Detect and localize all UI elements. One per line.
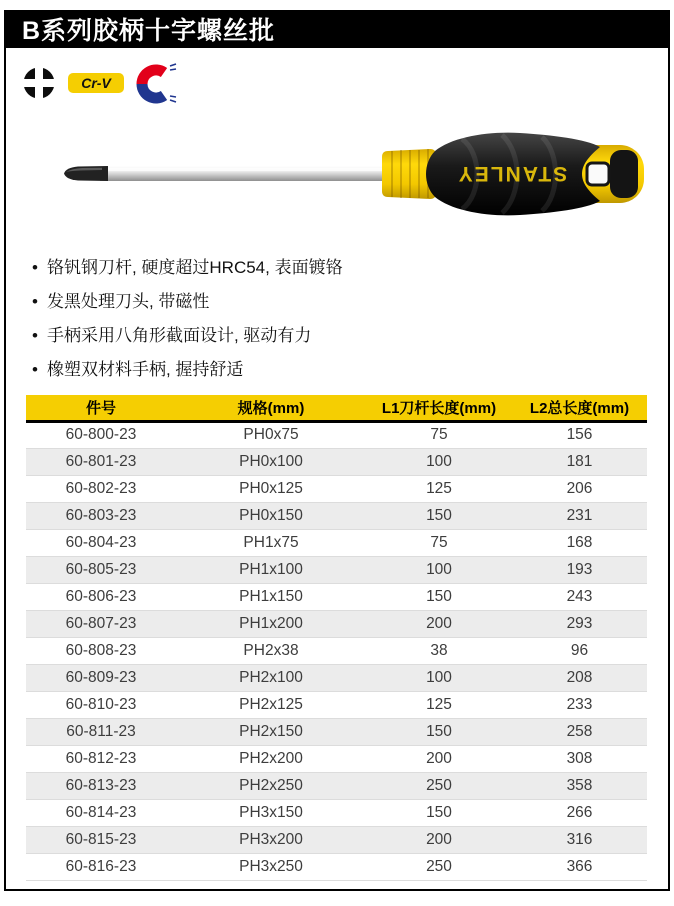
handle-end-cap — [610, 150, 638, 198]
table-cell: PH3x250 — [176, 853, 366, 880]
table-cell: PH2x125 — [176, 691, 366, 718]
table-cell: 200 — [366, 745, 512, 772]
table-cell: PH3x150 — [176, 799, 366, 826]
spec-table-body — [26, 421, 647, 880]
column-header: 规格(mm) — [176, 395, 366, 421]
table-cell: 243 — [512, 583, 647, 610]
table-row — [26, 637, 647, 664]
table-cell: 75 — [366, 421, 512, 448]
table-cell: 168 — [512, 529, 647, 556]
table-cell: 60-810-23 — [26, 691, 176, 718]
table-cell: PH0x100 — [176, 448, 366, 475]
table-row — [26, 718, 647, 745]
table-cell: 60-802-23 — [26, 475, 176, 502]
table-row — [26, 421, 647, 448]
table-row — [26, 799, 647, 826]
feature-item: • 橡塑双材料手柄, 握持舒适 — [32, 355, 668, 380]
table-cell: 100 — [366, 664, 512, 691]
table-cell: 60-800-23 — [26, 421, 176, 448]
table-cell: 316 — [512, 826, 647, 853]
table-cell: 266 — [512, 799, 647, 826]
table-cell: PH1x100 — [176, 556, 366, 583]
table-cell: 60-801-23 — [26, 448, 176, 475]
hang-hole — [587, 163, 609, 185]
page-frame — [4, 10, 670, 891]
table-cell: PH3x200 — [176, 826, 366, 853]
table-cell: PH0x75 — [176, 421, 366, 448]
table-cell: 193 — [512, 556, 647, 583]
table-cell: PH2x100 — [176, 664, 366, 691]
table-cell: 258 — [512, 718, 647, 745]
table-cell: 100 — [366, 448, 512, 475]
column-header: L2总长度(mm) — [512, 395, 647, 421]
title-bar — [6, 10, 668, 48]
table-cell: PH1x150 — [176, 583, 366, 610]
table-cell: 150 — [366, 718, 512, 745]
crv-badge-label: Cr-V — [81, 75, 111, 91]
table-cell: 150 — [366, 502, 512, 529]
table-cell: 60-814-23 — [26, 799, 176, 826]
magnet-icon — [136, 62, 182, 104]
table-cell: 208 — [512, 664, 647, 691]
table-cell: PH2x200 — [176, 745, 366, 772]
table-cell: 75 — [366, 529, 512, 556]
crv-badge — [68, 73, 124, 93]
brand-text: STANLEY — [456, 162, 568, 185]
feature-item: • 发黑处理刀头, 带磁性 — [32, 287, 668, 312]
spec-table-head — [26, 395, 647, 421]
table-cell: 60-807-23 — [26, 610, 176, 637]
table-cell: 231 — [512, 502, 647, 529]
table-row — [26, 691, 647, 718]
table-cell: 60-809-23 — [26, 664, 176, 691]
column-header: 件号 — [26, 395, 176, 421]
table-cell: 150 — [366, 583, 512, 610]
table-cell: 60-804-23 — [26, 529, 176, 556]
table-cell: 358 — [512, 772, 647, 799]
product-image-screwdriver — [52, 123, 668, 241]
table-row — [26, 556, 647, 583]
table-row — [26, 529, 647, 556]
table-cell: 156 — [512, 421, 647, 448]
table-cell: 60-803-23 — [26, 502, 176, 529]
table-row — [26, 502, 647, 529]
table-cell: 60-812-23 — [26, 745, 176, 772]
table-cell: PH1x200 — [176, 610, 366, 637]
table-cell: 60-815-23 — [26, 826, 176, 853]
table-cell: 200 — [366, 826, 512, 853]
table-cell: 125 — [366, 475, 512, 502]
table-cell: 60-816-23 — [26, 853, 176, 880]
table-cell: PH2x38 — [176, 637, 366, 664]
screwdriver-illustration — [52, 123, 652, 239]
page-title: B系列胶柄十字螺丝批 — [22, 17, 276, 45]
table-cell: 60-806-23 — [26, 583, 176, 610]
table-cell: 125 — [366, 691, 512, 718]
table-cell: 181 — [512, 448, 647, 475]
table-cell: PH0x150 — [176, 502, 366, 529]
feature-item: • 手柄采用八角形截面设计, 驱动有力 — [32, 321, 668, 346]
header-row — [26, 395, 647, 421]
table-cell: 150 — [366, 799, 512, 826]
phillips-head-icon — [22, 66, 56, 100]
table-cell: PH0x125 — [176, 475, 366, 502]
table-cell: PH1x75 — [176, 529, 366, 556]
table-cell: 206 — [512, 475, 647, 502]
feature-list — [32, 253, 668, 380]
table-cell: 366 — [512, 853, 647, 880]
table-cell: 308 — [512, 745, 647, 772]
table-row — [26, 475, 647, 502]
table-cell: 60-813-23 — [26, 772, 176, 799]
table-cell: 100 — [366, 556, 512, 583]
table-row — [26, 745, 647, 772]
table-cell: 38 — [366, 637, 512, 664]
table-cell: 250 — [366, 853, 512, 880]
table-cell: 60-805-23 — [26, 556, 176, 583]
column-header: L1刀杆长度(mm) — [366, 395, 512, 421]
table-row — [26, 610, 647, 637]
table-row — [26, 448, 647, 475]
table-cell: 96 — [512, 637, 647, 664]
table-cell: 200 — [366, 610, 512, 637]
spec-table — [26, 395, 647, 881]
table-cell: 293 — [512, 610, 647, 637]
table-row — [26, 583, 647, 610]
table-row — [26, 664, 647, 691]
table-row — [26, 772, 647, 799]
table-cell: 250 — [366, 772, 512, 799]
table-row — [26, 826, 647, 853]
feature-item: • 铬钒钢刀杆, 硬度超过HRC54, 表面镀铬 — [32, 253, 668, 278]
table-cell: 233 — [512, 691, 647, 718]
table-cell: PH2x150 — [176, 718, 366, 745]
table-cell: 60-811-23 — [26, 718, 176, 745]
feature-badges-row — [22, 63, 668, 103]
table-cell: PH2x250 — [176, 772, 366, 799]
table-cell: 60-808-23 — [26, 637, 176, 664]
table-row — [26, 853, 647, 880]
